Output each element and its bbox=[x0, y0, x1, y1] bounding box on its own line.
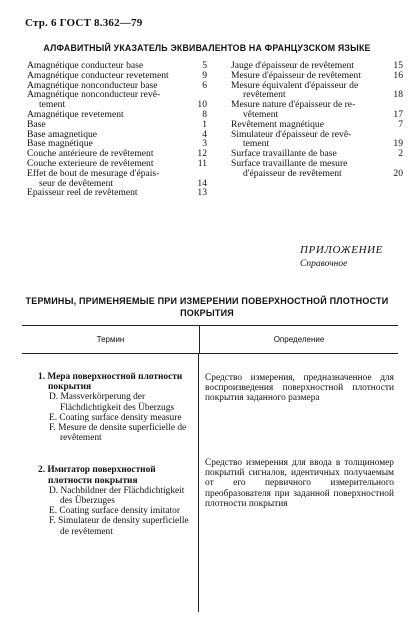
term-entry bbox=[38, 372, 194, 443]
index-entry-text: Mesure nature d'épaisseur de re- bbox=[231, 99, 356, 111]
index-entry-text: Revêtement magnétique bbox=[231, 118, 324, 130]
index-page-number: 7 bbox=[398, 118, 403, 130]
index-entry-text: Amagnétique revetement bbox=[27, 108, 124, 120]
table-body bbox=[22, 354, 398, 612]
index-entry-text: Simulateur d'épaisseur de revê- bbox=[231, 128, 352, 140]
index-title: АЛФАВИТНЫЙ УКАЗАТЕЛЬ ЭКВИВАЛЕНТОВ НА ФРАНЦУЗСКОМ ЯЗЫКЕ bbox=[43, 43, 371, 53]
term-translation: F. Simulateur de density superficielle de revêtement bbox=[49, 516, 189, 537]
index-entry-text: revêtement bbox=[243, 89, 286, 101]
index-entry-text: Amagnétique nonconducteur revê- bbox=[27, 89, 161, 101]
index-page-number: 2 bbox=[398, 148, 403, 160]
index-entry bbox=[231, 100, 403, 120]
index-left-column bbox=[27, 61, 207, 198]
index-entry bbox=[231, 130, 403, 150]
index-page-number: 17 bbox=[393, 108, 403, 120]
index-entry-text: Base amagnetique bbox=[27, 128, 98, 140]
term-translation: D. Massverkörperung der Flächdichtigkeit des Überzugs bbox=[49, 392, 175, 413]
column-header-definition: Определение bbox=[273, 335, 325, 344]
index-entry-text: Base bbox=[27, 118, 46, 130]
index-page-number: 8 bbox=[202, 108, 207, 120]
index-entry-text: tement bbox=[243, 138, 270, 150]
appendix-title: ПРИЛОЖЕНИЕ bbox=[300, 244, 383, 256]
index-page-number: 12 bbox=[197, 148, 207, 160]
term-entry bbox=[38, 465, 194, 536]
appendix-subtitle: Справочное bbox=[300, 259, 348, 269]
index-entry-text: Amagnétique conducteur base bbox=[27, 60, 144, 71]
index-entry bbox=[27, 90, 207, 110]
index-entry-text: Jauge d'épaisseur de revêtement bbox=[231, 60, 354, 71]
term-translation: D. Nachbildner der Flächdichtigkeit des Überzuges bbox=[49, 485, 185, 507]
terms-table bbox=[22, 325, 398, 612]
index-entry-text: d'épaisseur de revêtement bbox=[243, 167, 342, 179]
index-page-number: 4 bbox=[202, 128, 207, 140]
index-page-number: 15 bbox=[393, 60, 403, 71]
index-page-number: 11 bbox=[197, 157, 207, 169]
index-entry-text: Mesure d'épaisseur de revêtement bbox=[231, 69, 361, 81]
index-entry-text: Epaisseur reel de revêtement bbox=[27, 187, 138, 199]
page-header: Стр. 6 ГОСТ 8.362—79 bbox=[25, 17, 143, 29]
index-entry bbox=[27, 110, 207, 120]
term-translation: E. Coating surface density measure bbox=[49, 412, 182, 423]
term-translation: E. Coating surface density imitator bbox=[49, 506, 180, 517]
index-entry-text: Effet de bout de mesurage d'épais- bbox=[27, 167, 160, 179]
index-page-number: 18 bbox=[393, 89, 403, 101]
index-page-number: 19 bbox=[393, 138, 403, 150]
index-entry-text: Surface travaillante de mesure bbox=[231, 157, 348, 169]
index-page-number: 3 bbox=[202, 138, 207, 150]
index-entry bbox=[27, 188, 207, 198]
index-entry-text: seur de devêtement bbox=[39, 177, 114, 189]
index-entry-text: tement bbox=[39, 99, 66, 111]
index-entry-text: Surface travaillante de base bbox=[231, 148, 337, 160]
definition-column bbox=[199, 354, 398, 612]
index-page-number: 5 bbox=[202, 60, 207, 71]
index-page-number: 20 bbox=[393, 167, 403, 179]
column-header-term: Термин bbox=[22, 326, 200, 353]
index-entry-text: Couche exterieure de revêtement bbox=[27, 157, 154, 169]
index-entry-text: Couche antérieure de revêtement bbox=[27, 148, 154, 160]
index-entry bbox=[231, 81, 403, 101]
index-entry-text: Amagnétique nonconducteur base bbox=[27, 79, 158, 91]
index-entry bbox=[27, 169, 207, 189]
index-page-number: 6 bbox=[202, 79, 207, 91]
index-page-number: 13 bbox=[197, 187, 207, 199]
index-entry-text: Base magnétique bbox=[27, 138, 93, 150]
index-entry-text: Mesure équivalent d'épaisseur de bbox=[231, 79, 359, 91]
index-entry bbox=[231, 159, 403, 179]
index-page-number: 10 bbox=[197, 99, 207, 111]
term-column bbox=[22, 354, 199, 612]
index-entry-text: vêtement bbox=[243, 108, 279, 120]
term-name: 2. Имитатор поверхностной плотности покрытия bbox=[38, 465, 156, 486]
index-page-number: 1 bbox=[202, 118, 207, 130]
terms-title: ТЕРМИНЫ, ПРИМЕНЯЕМЫЕ ПРИ ИЗМЕРЕНИИ ПОВЕРХНОСТНОЙ ПЛОТНОСТИ ПОКРЫТИЯ bbox=[25, 296, 389, 318]
term-definition: Средство измерения для ввода в толщиномер покрытий сигналов, идентичных получаемым от его первичного измерительного преобразователя при заданной поверхностной плотности покрытия bbox=[205, 458, 394, 509]
term-translation: F. Mesure de densite superficielle de revêtement bbox=[49, 423, 187, 444]
table-header bbox=[22, 325, 398, 354]
term-definition: Средство измерения, предназначенное для воспроизведения поверхностной плотности покрытия заданного размера bbox=[205, 373, 394, 404]
index-entry-text: Amagnétique conducteur revetement bbox=[27, 69, 169, 81]
term-name: 1. Мера поверхностной плотности покрытия bbox=[38, 372, 183, 393]
index-page-number: 14 bbox=[197, 177, 207, 189]
index-page-number: 16 bbox=[393, 69, 403, 81]
index-right-column bbox=[231, 61, 403, 179]
index-page-number: 9 bbox=[202, 69, 207, 81]
